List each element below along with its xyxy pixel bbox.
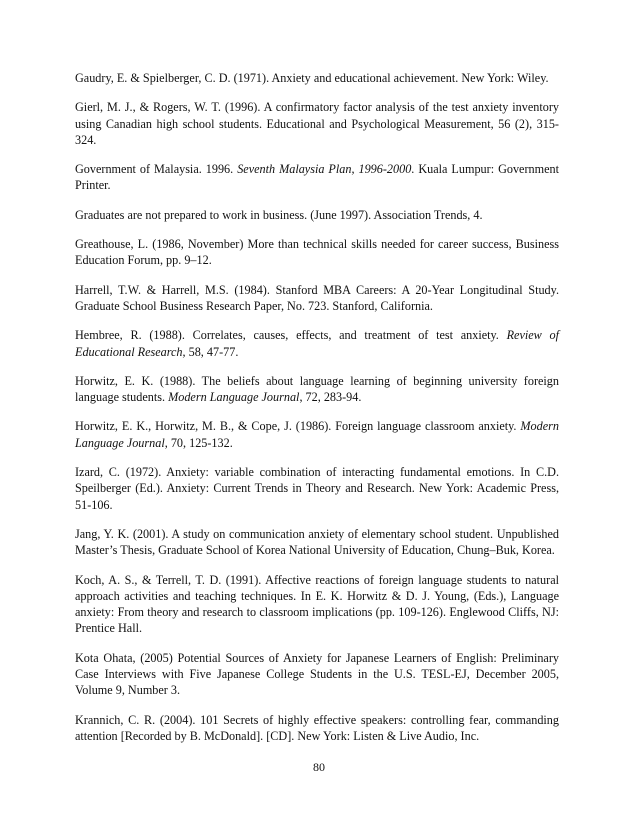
reference-text: Izard, C. (1972). Anxiety: variable combination of interacting fundamental emotions. In C.D. Speilberger (Ed.). Anxiety: Current Trends in Theory and Research. New York: Academic Press, 51-106.: [75, 465, 559, 512]
reference-text: 58, 47-77.: [185, 344, 239, 359]
reference-greathouse-1986: [75, 236, 559, 269]
reference-government-malaysia-1996: [75, 161, 559, 194]
reference-journal-italic: Modern Language Journal: [75, 419, 559, 450]
reference-izard-1972: [75, 464, 559, 513]
reference-harrell-1984: [75, 282, 559, 315]
reference-text: Horwitz, E. K., Horwitz, M. B., & Cope, J. (1986). Foreign language classroom anxiety.: [75, 419, 521, 434]
reference-text: Harrell, T.W. & Harrell, M.S. (1984). Stanford MBA Careers: A 20-Year Longitudinal Study. Graduate School Business Research Paper, No. 723. Stanford, California.: [75, 282, 559, 313]
reference-graduates-1997: [75, 207, 559, 223]
reference-gierl-1996: [75, 99, 559, 148]
reference-text: Kota Ohata, (2005) Potential Sources of Anxiety for Japanese Learners of English: Preliminary Case Interviews with Five Japanese College Students in the U.S. TESL-EJ, December 2005, Volume 9, Number 3.: [75, 650, 559, 698]
reference-text: . Kuala Lumpur: Government Printer.: [75, 162, 559, 193]
reference-krannich-2004: [75, 712, 559, 745]
reference-text: Koch, A. S., & Terrell, T. D. (1991). Affective reactions of foreign language students to natural approach activities and teaching techniques. In E. K. Horwitz & D. J. Young, (Eds.), Language anxiety: From theory and research to classroom implications (pp. 109-126). Englewood Cliffs, NJ: Prentice Hall.: [75, 572, 559, 636]
reference-text: Government of Malaysia. 1996.: [75, 162, 238, 177]
reference-title-italic: Seventh Malaysia Plan, 1996-2000: [237, 162, 412, 177]
reference-kota-ohata-2005: [75, 650, 559, 699]
reference-koch-1991: [75, 572, 559, 637]
reference-text: Horwitz, E. K. (1988). The beliefs about language learning of beginning university foreign language students.: [75, 373, 559, 405]
reference-journal-italic: Review of Educational Research,: [75, 328, 559, 359]
reference-gaudry-1971: [75, 70, 559, 86]
reference-text: Hembree, R. (1988). Correlates, causes, effects, and treatment of test anxiety.: [75, 328, 507, 343]
reference-text: , 72, 283-94.: [299, 390, 362, 405]
reference-text: , 70, 125-132.: [164, 435, 233, 450]
reference-text: Gierl, M. J., & Rogers, W. T. (1996). A confirmatory factor analysis of the test anxiety inventory using Canadian high school students. Educational and Psychological Measurement, 56 (2), 315-324.: [75, 100, 559, 147]
reference-jang-2001: [75, 526, 559, 559]
reference-text: Greathouse, L. (1986, November) More than technical skills needed for career success, Business Education Forum, pp. 9–12.: [75, 237, 559, 268]
reference-text: Krannich, C. R. (2004). 101 Secrets of highly effective speakers: controlling fear, commanding attention [Recorded by B. McDonald]. [CD]. New York: Listen & Live Audio, Inc.: [75, 712, 559, 743]
reference-horwitz-1988: [75, 373, 559, 406]
reference-hembree-1988: [75, 327, 559, 360]
reference-list: [75, 70, 559, 757]
reference-text: Gaudry, E. & Spielberger, C. D. (1971). Anxiety and educational achievement. New York: Wiley.: [75, 71, 549, 85]
reference-horwitz-1986: [75, 418, 559, 451]
reference-journal-italic: Modern Language Journal: [168, 390, 300, 405]
page-number: 80: [313, 760, 325, 774]
reference-text: Jang, Y. K. (2001). A study on communication anxiety of elementary school student. Unpublished Master’s Thesis, Graduate School of Korea National University of Education, Chung–Buk, Korea.: [75, 526, 559, 558]
reference-text: Graduates are not prepared to work in business. (June 1997). Association Trends, 4.: [75, 207, 483, 222]
